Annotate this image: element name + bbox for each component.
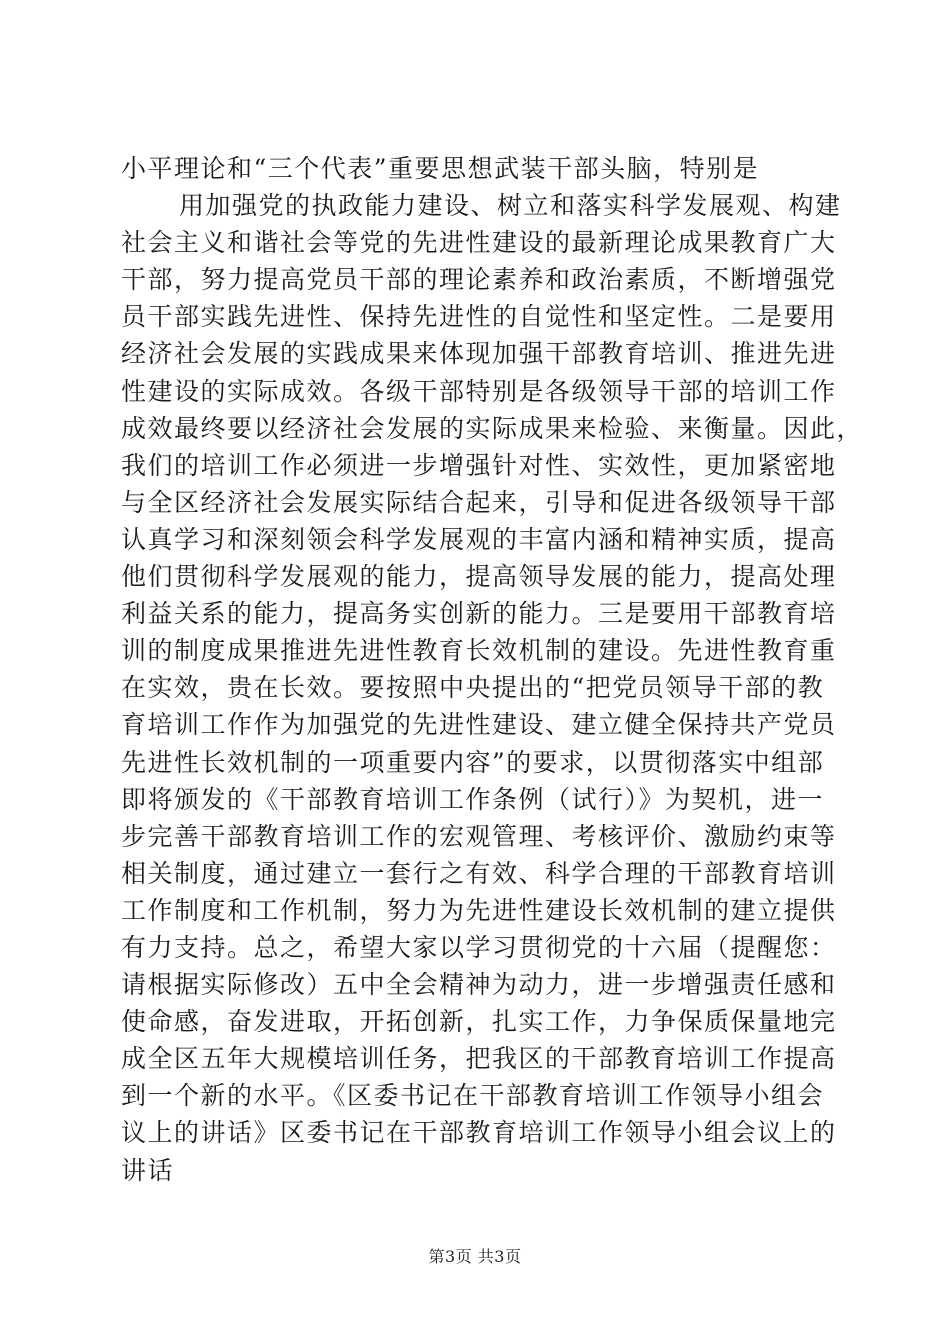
text-line: 到一个新的水平。《区委书记在干部教育培训工作领导小组会 (121, 1081, 825, 1111)
page-footer (0, 1244, 950, 1267)
text-line: 议上的讲话》区委书记在干部教育培训工作领导小组会议上的 (121, 1118, 837, 1148)
text-line: 他们贯彻科学发展观的能力，提高领导发展的能力，提高处理 (121, 562, 837, 592)
text-line: 训的制度成果推进先进性教育长效机制的建设。先进性教育重 (121, 636, 837, 666)
text-line: 先进性长效机制的一项重要内容”的要求，以贯彻落实中组部 (121, 747, 825, 777)
text-line: 性建设的实际成效。各级干部特别是各级领导干部的培训工作 (121, 376, 837, 406)
text-line: 育培训工作作为加强党的先进性建设、建立健全保持共产党员 (121, 710, 837, 740)
text-line: 成全区五年大规模培训任务，把我区的干部教育培训工作提高 (121, 1044, 837, 1074)
text-line: 使命感，奋发进取，开拓创新，扎实工作，力争保质保量地完 (121, 1007, 837, 1037)
text-line: 干部，努力提高党员干部的理论素养和政治素质，不断增强党 (121, 265, 837, 295)
text-line: 经济社会发展的实践成果来体现加强干部教育培训、推进先进 (121, 339, 837, 369)
text-line: 在实效，贵在长效。要按照中央提出的“把党员领导干部的教 (121, 673, 825, 703)
text-line: 员干部实践先进性、保持先进性的自觉性和坚定性。二是要用 (121, 302, 837, 332)
text-line: 用加强党的执政能力建设、树立和落实科学发展观、构建 (179, 191, 842, 221)
text-line: 与全区经济社会发展实际结合起来，引导和促进各级领导干部 (121, 487, 837, 517)
text-line: 小平理论和“三个代表”重要思想武装干部头脑，特别是 (121, 154, 760, 183)
body-text (121, 150, 864, 1189)
text-line: 利益关系的能力，提高务实创新的能力。三是要用干部教育培 (121, 599, 837, 629)
text-line: 我们的培训工作必须进一步增强针对性、实效性，更加紧密地 (121, 450, 837, 480)
text-line: 工作制度和工作机制，努力为先进性建设长效机制的建立提供 (121, 895, 837, 925)
text-line: 讲话 (121, 1155, 175, 1185)
text-line: 步完善干部教育培训工作的宏观管理、考核评价、激励约束等 (121, 821, 837, 851)
text-line: 有力支持。总之，希望大家以学习贯彻党的十六届（提醒您： (121, 932, 837, 962)
text-line: 社会主义和谐社会等党的先进性建设的最新理论成果教育广大 (121, 228, 837, 258)
text-line: 即将颁发的《干部教育培训工作条例（试行）》为契机，进一 (121, 784, 825, 814)
page-number: 第3页 共3页 (428, 1247, 522, 1266)
text-line: 成效最终要以经济社会发展的实际成果来检验、来衡量。因此， (121, 413, 864, 443)
text-line: 认真学习和深刻领会科学发展观的丰富内涵和精神实质，提高 (121, 524, 837, 554)
text-line: 请根据实际修改）五中全会精神为动力，进一步增强责任感和 (121, 970, 837, 1000)
text-line: 相关制度，通过建立一套行之有效、科学合理的干部教育培训 (121, 858, 837, 888)
